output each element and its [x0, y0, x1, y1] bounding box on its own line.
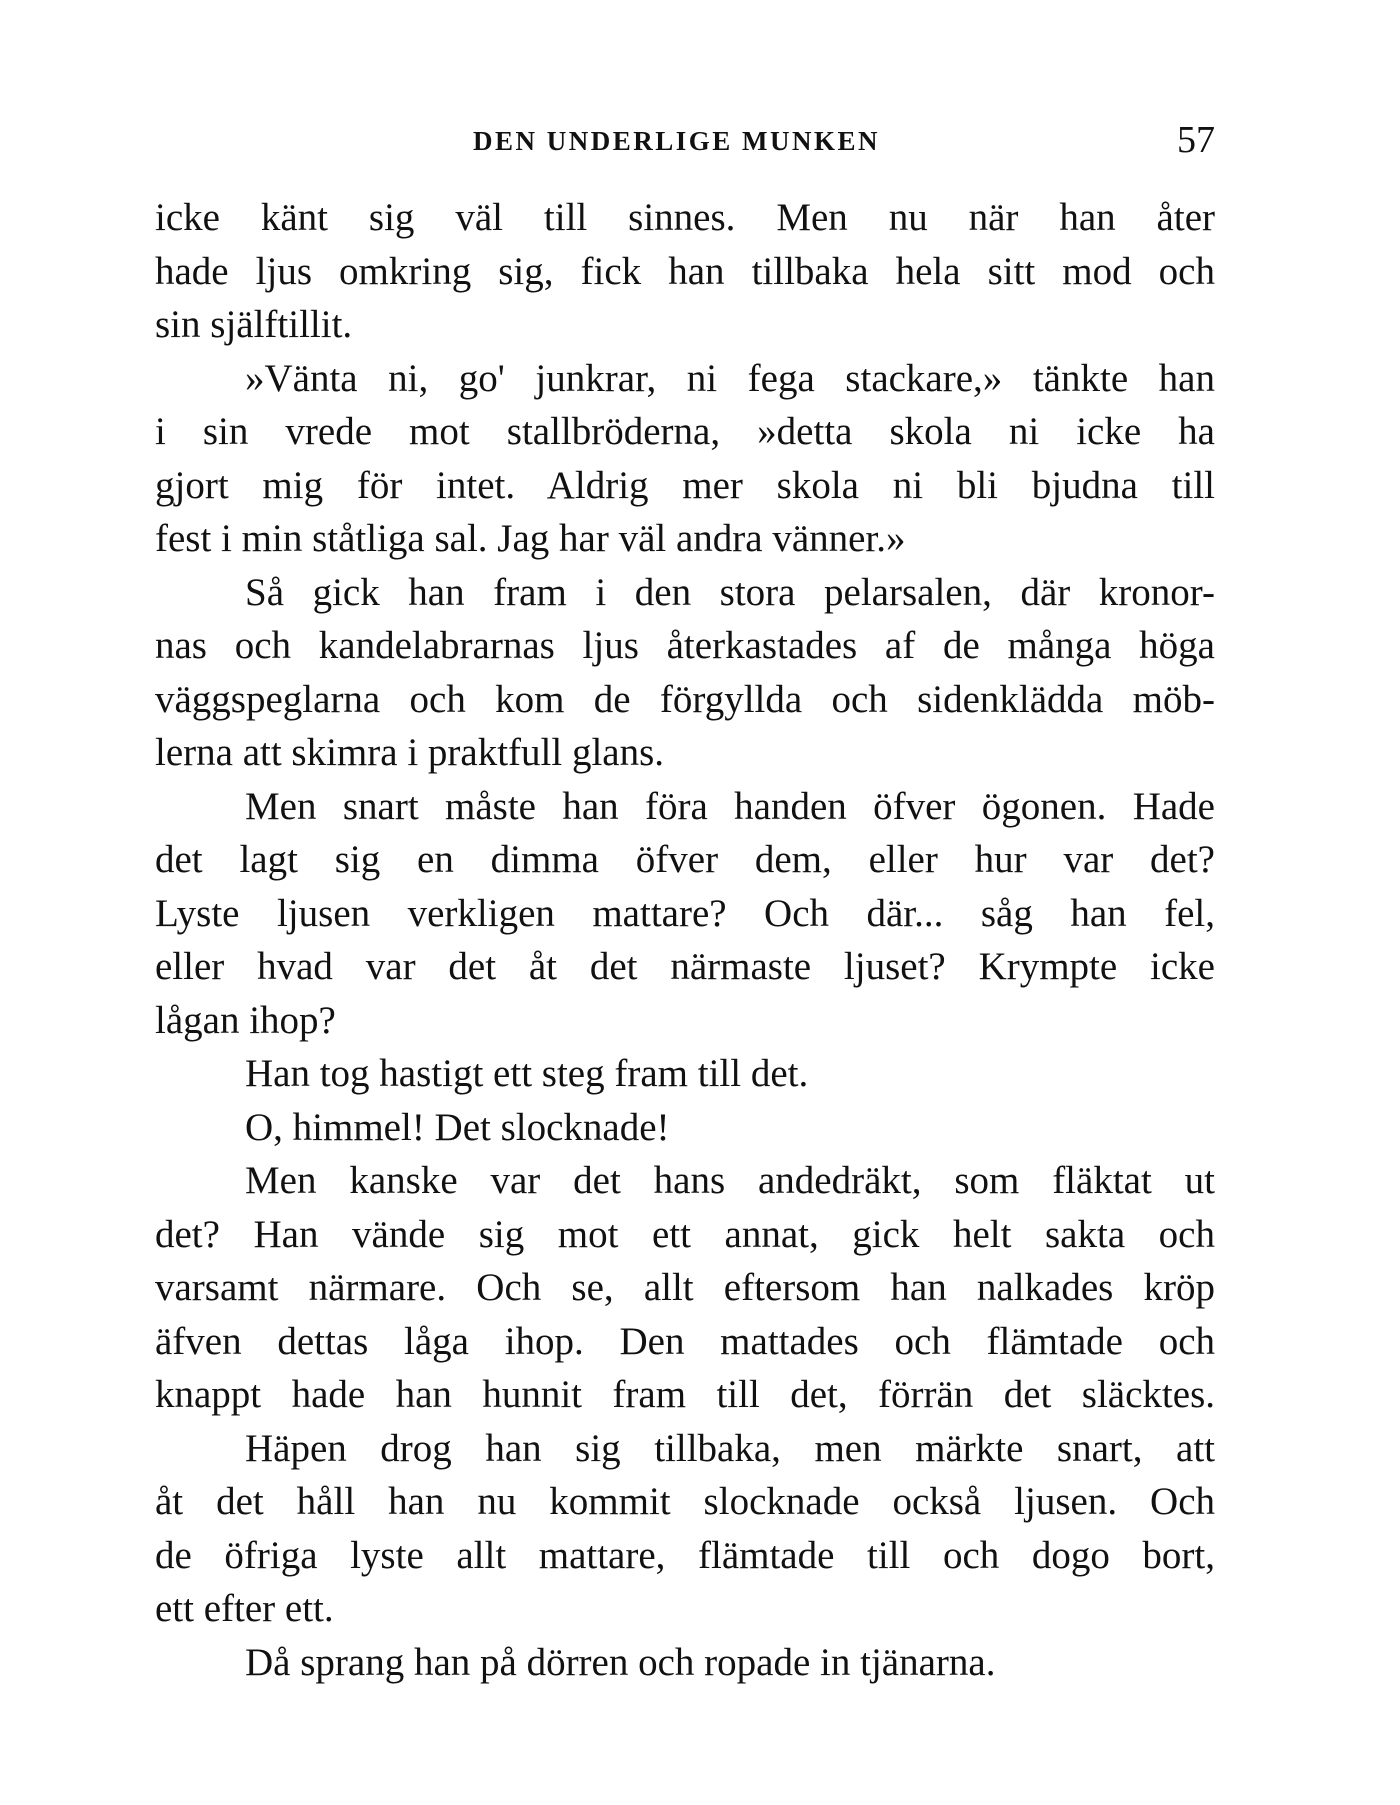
paragraph	[155, 1422, 1215, 1636]
text-line: lerna att skimra i praktfull glans.	[155, 731, 665, 774]
page-number: 57	[1177, 119, 1215, 161]
running-title: DEN UNDERLIGE MUNKEN	[473, 126, 881, 156]
text-line: nas och kandelabrarnas ljus återkastades af de många höga	[155, 624, 1215, 667]
text-line: väggspeglarna och kom de förgyllda och sidenklädda möb-	[155, 677, 1215, 721]
text-line: hade ljus omkring sig, fick han tillbaka hela sitt mod och	[155, 249, 1215, 293]
page-header	[155, 118, 1215, 168]
text-line: lågan ihop?	[155, 998, 336, 1042]
paragraph	[155, 780, 1215, 1048]
text-line: Men snart måste han föra handen öfver ögonen. Hade	[245, 784, 1215, 828]
text-line: Häpen drog han sig tillbaka, men märkte snart, att	[245, 1426, 1215, 1470]
text-line: fest i min ståtliga sal. Jag har väl andra vänner.»	[155, 517, 906, 560]
text-line: i sin vrede mot stallbröderna, »detta skola ni icke ha	[155, 410, 1215, 453]
text-line: det? Han vände sig mot ett annat, gick helt sakta och	[155, 1212, 1215, 1256]
text-line: äfven dettas låga ihop. Den mattades och flämtade och	[155, 1319, 1215, 1363]
text-line: icke känt sig väl till sinnes. Men nu när han åter	[155, 196, 1215, 239]
text-line: Han tog hastigt ett steg fram till det.	[245, 1052, 809, 1095]
text-line: gjort mig för intet. Aldrig mer skola ni bli bjudna till	[155, 463, 1215, 507]
text-line: ett efter ett.	[155, 1587, 334, 1630]
paragraph	[155, 1047, 1215, 1101]
text-line: de öfriga lyste allt mattare, flämtade till och dogo bort,	[155, 1533, 1215, 1577]
text-line: eller hvad var det åt det närmaste ljuset? Krympte icke	[155, 945, 1215, 988]
text-line: sin själftillit.	[155, 303, 353, 346]
text-line: Då sprang han på dörren och ropade in tjänarna.	[245, 1640, 996, 1684]
text-line: Men kanske var det hans andedräkt, som fläktat ut	[245, 1159, 1215, 1202]
text-line: Så gick han fram i den stora pelarsalen, där kronor-	[245, 570, 1215, 614]
paragraph	[155, 1101, 1215, 1155]
text-line: åt det håll han nu kommit slocknade också ljusen. Och	[155, 1480, 1215, 1523]
text-line: Lyste ljusen verkligen mattare? Och där... såg han fel,	[155, 891, 1215, 935]
paragraph	[155, 352, 1215, 566]
text-line: »Vänta ni, go' junkrar, ni fega stackare,» tänkte han	[245, 356, 1215, 400]
paragraph	[155, 1636, 1215, 1690]
body-text	[155, 191, 1215, 1689]
text-line: knappt hade han hunnit fram till det, förrän det släcktes.	[155, 1373, 1215, 1416]
text-line: det lagt sig en dimma öfver dem, eller hur var det?	[155, 838, 1215, 881]
paragraph	[155, 191, 1215, 352]
text-line: O, himmel! Det slocknade!	[245, 1105, 670, 1149]
paragraph	[155, 1154, 1215, 1422]
text-line: varsamt närmare. Och se, allt eftersom han nalkades kröp	[155, 1266, 1215, 1309]
book-page	[155, 0, 1215, 1805]
paragraph	[155, 566, 1215, 780]
